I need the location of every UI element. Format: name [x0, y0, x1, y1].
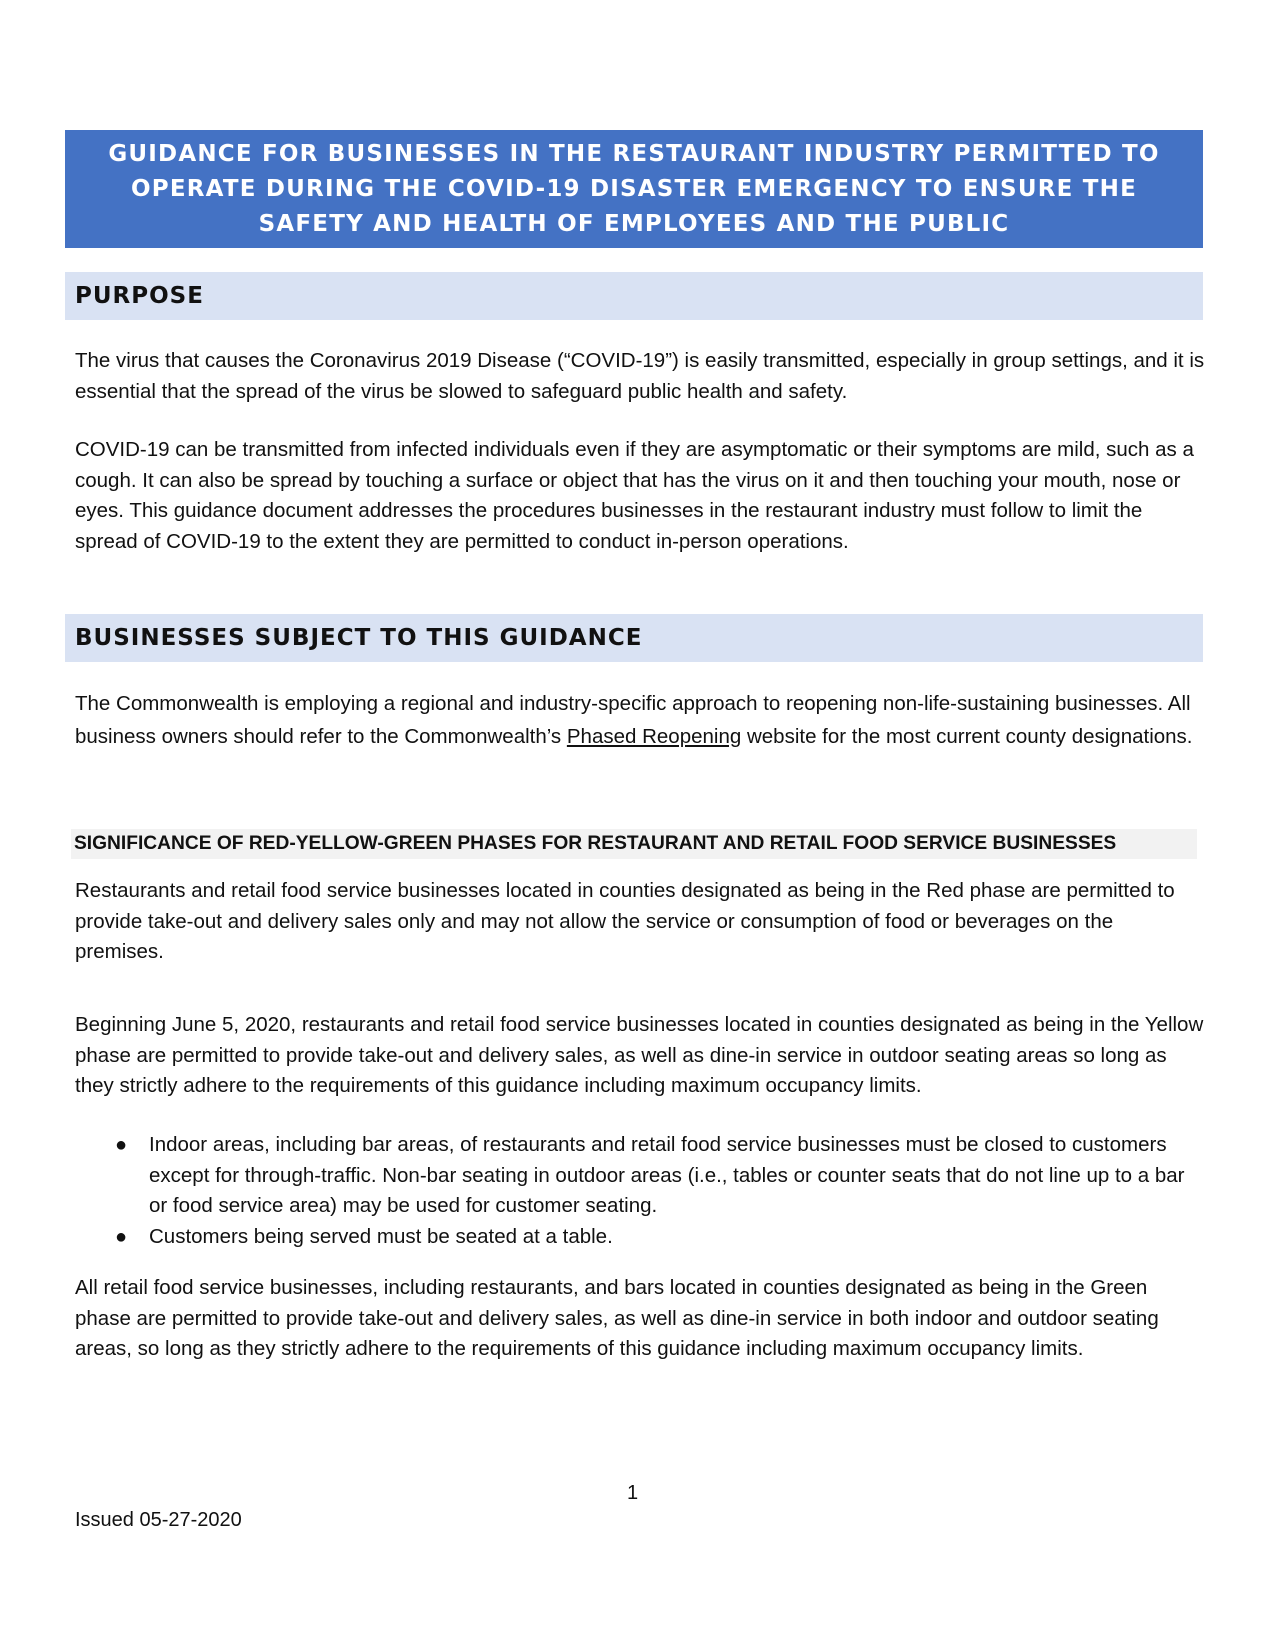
yellow-phase-paragraph: Beginning June 5, 2020, restaurants and retail food service businesses located in counties designated as being in the Yellow phase are permitted to provide take-out and delivery sales, as well as dine-in service in outdoor seating areas so long as they strictly adhere to the requirements of this guidance including maximum occupancy limits.	[75, 1013, 1204, 1097]
businesses-text-before-link: The Commonwealth is employing a regional and industry-specific approach to reopening non-life-sustaining businesses. All business owners should refer to the Commonwealth’s	[75, 692, 1191, 748]
purpose-heading: PURPOSE	[75, 283, 204, 309]
businesses-text-after-link: website for the most current county designations.	[741, 724, 1193, 748]
purpose-paragraph-1: The virus that causes the Coronavirus 2019 Disease (“COVID-19”) is easily transmitted, especially in group settings, and it is essential that the spread of the virus be slowed to safeguard public health and safety.	[75, 349, 1205, 403]
bullet-icon: ●	[115, 1225, 128, 1248]
title-banner	[65, 130, 1203, 248]
businesses-paragraph	[75, 688, 1205, 753]
red-phase-paragraph: Restaurants and retail food service businesses located in counties designated as being in the Red phase are permitted to provide take-out and delivery sales only and may not allow the service or consumption of food or beverages on the premises.	[75, 879, 1175, 963]
page-number: 1	[626, 1482, 639, 1504]
list-item	[75, 1130, 1205, 1222]
bullet-text: Indoor areas, including bar areas, of restaurants and retail food service businesses must be closed to customers except for through-traffic. Non-bar seating in outdoor areas (i.e., tables or counter seats that do not line up to a bar or food service area) may be used for customer seating.	[149, 1133, 1185, 1217]
document-title: GUIDANCE FOR BUSINESSES IN THE RESTAURANT INDUSTRY PERMITTED TO OPERATE DURING THE COVID-19 DISASTER EMERGENCY TO ENSURE THE SAFETY AND HEALTH OF EMPLOYEES AND THE PUBLIC	[108, 140, 1160, 237]
green-phase-paragraph: All retail food service businesses, including restaurants, and bars located in counties designated as being in the Green phase are permitted to provide take-out and delivery sales, as well as dine-in service in both indoor and outdoor seating areas, so long as they strictly adhere to the requirements of this guidance including maximum occupancy limits.	[75, 1276, 1159, 1360]
section-heading-businesses	[65, 614, 1203, 662]
issued-date: Issued 05-27-2020	[75, 1509, 242, 1531]
significance-heading: SIGNIFICANCE OF RED-YELLOW-GREEN PHASES FOR RESTAURANT AND RETAIL FOOD SERVICE BUSINESSES	[74, 833, 1117, 854]
businesses-heading: BUSINESSES SUBJECT TO THIS GUIDANCE	[75, 625, 643, 651]
section-heading-purpose	[65, 272, 1203, 320]
list-item	[75, 1222, 1205, 1253]
yellow-phase-bullet-list	[75, 1130, 1205, 1252]
bullet-text: Customers being served must be seated at a table.	[149, 1224, 613, 1248]
subsection-heading-significance	[71, 829, 1197, 859]
bullet-icon: ●	[115, 1134, 128, 1156]
purpose-paragraph-2: COVID-19 can be transmitted from infected individuals even if they are asymptomatic or their symptoms are mild, such as a cough. It can also be spread by touching a surface or object that has the virus on it and then touching your mouth, nose or eyes. This guidance document addresses the procedures businesses in the restaurant industry must follow to limit the spread of COVID-19 to the extent they are permitted to conduct in-person operations.	[75, 438, 1194, 553]
phased-reopening-link[interactable]: Phased Reopening	[566, 724, 742, 748]
